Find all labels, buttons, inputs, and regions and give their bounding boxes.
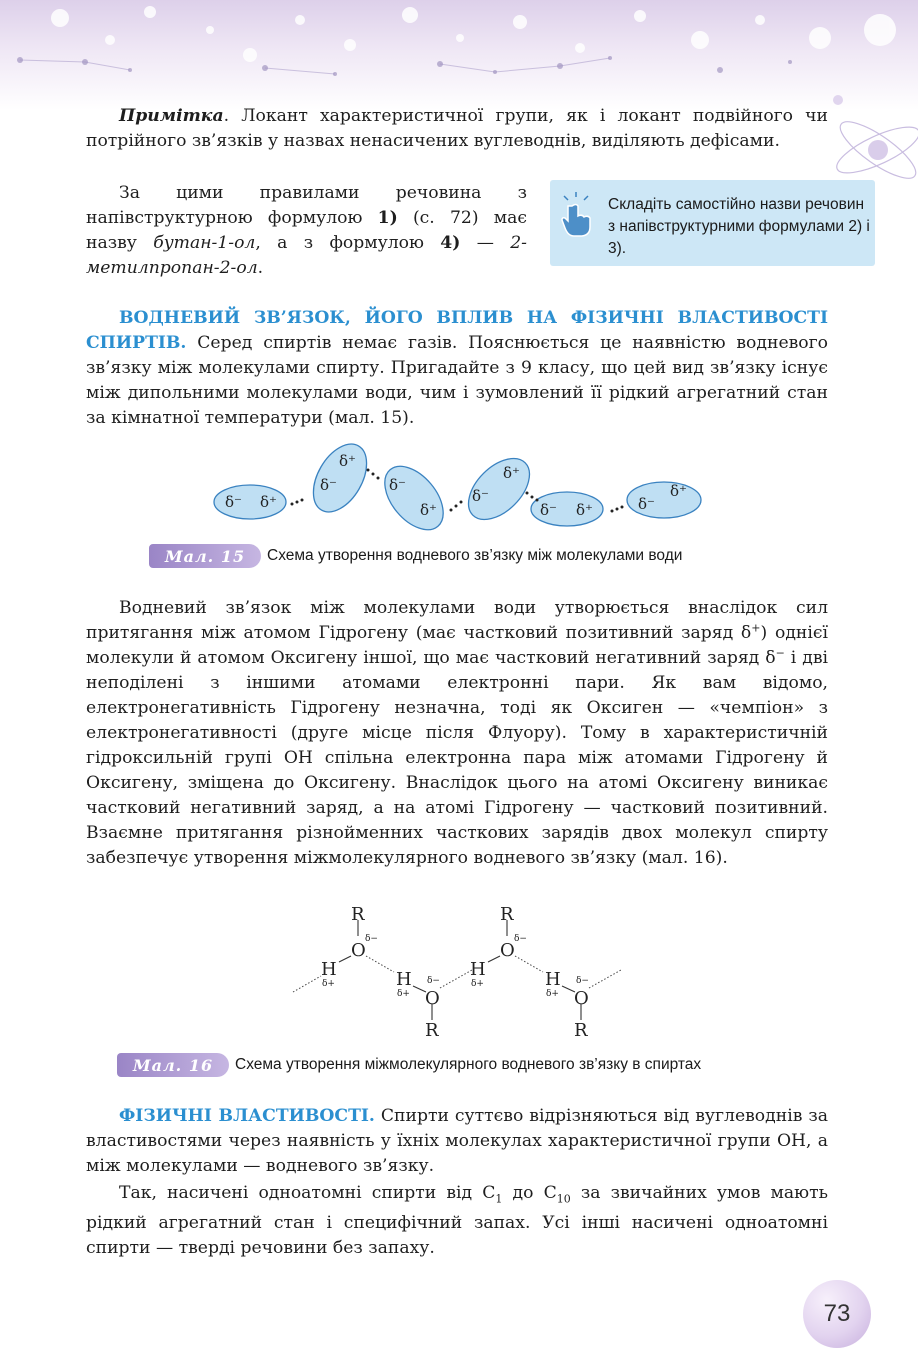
- r-group: R: [425, 1020, 439, 1041]
- hbond-paragraph: [86, 306, 828, 431]
- section-heading: ФІЗИЧНІ ВЛАСТИВОСТІ.: [119, 1106, 375, 1126]
- delta-minus-label: δ⁻: [540, 501, 557, 519]
- caption-text: Схема утворення міжмолекулярного водневого зв’язку в спиртах: [235, 1056, 702, 1073]
- delta-plus-label: δ⁺: [503, 464, 520, 482]
- rules-text: , а з формулою: [255, 233, 441, 253]
- partial-negative-label: δ−: [427, 976, 440, 986]
- phys-text: Спирти суттєво відрізняються від вуглеводнів за властивостями через наявність у їхніх молекулах характеристичної групи ОН, а між молекулами — водневого зв’язку.: [86, 1106, 828, 1176]
- delta-symbol: δ: [740, 623, 752, 643]
- figure-badge: Мал. 15: [149, 544, 261, 568]
- partial-positive-label: δ+: [546, 989, 559, 999]
- water-hbond-diagram: [205, 438, 705, 538]
- rules-text: —: [460, 233, 511, 253]
- section-heading: ВОДНЕВИЙ ЗВ’ЯЗОК, ЙОГО ВПЛИВ НА ФІЗИЧНІ ВЛАСТИВОСТІ СПИРТІВ.: [86, 308, 828, 353]
- bubbles-decoration: [0, 0, 918, 110]
- r-group: R: [351, 904, 365, 925]
- partial-negative-label: δ−: [514, 934, 527, 944]
- partial-positive-label: δ+: [471, 979, 484, 989]
- rules-paragraph: [86, 181, 527, 281]
- partial-positive-label: δ+: [322, 979, 335, 989]
- oxygen-atom: O: [500, 940, 515, 961]
- header-decoration: [0, 0, 918, 110]
- paragraph-text: Так, насичені одноатомні спирти від С: [119, 1183, 496, 1203]
- figure-badge: Мал. 16: [117, 1053, 229, 1077]
- alcohol-state-paragraph: [86, 1181, 828, 1261]
- partial-negative-label: δ−: [576, 976, 589, 986]
- delta-minus-label: δ⁻: [472, 487, 489, 505]
- paragraph-text: до С: [502, 1183, 557, 1203]
- partial-negative-label: δ−: [365, 934, 378, 944]
- oxygen-atom: O: [574, 988, 589, 1009]
- formula-ref: 1): [377, 208, 398, 228]
- figure-15-caption: [149, 543, 682, 569]
- paragraph-text: за звичайних умов мають рідкий агрегатний стан і специфічний запах. Усі інші насичені одноатомні спирти — тверді речовини без запаху.: [86, 1183, 828, 1259]
- delta-minus-label: δ⁻: [320, 476, 337, 494]
- paragraph-text: Водневий зв’язок між молекулами води утворюється внаслідок сил притягання між атомом Гідрогену (має частковий позитивний заряд: [86, 598, 828, 643]
- delta-plus-label: δ⁺: [670, 482, 687, 500]
- delta-minus-label: δ⁻: [638, 495, 655, 513]
- subscript: 1: [495, 1192, 503, 1206]
- hydrogen-atom: H: [470, 959, 486, 980]
- delta-minus-label: δ⁻: [389, 476, 406, 494]
- hbond-text: Серед спиртів немає газів. Пояснюється це наявністю водневого зв’язку між молекулами спирту. Пригадайте з 9 класу, що цей вид зв’язку існує між дипольними молекулами води, чим і зумовлений її рідкий агрегатний стан за кімнатної температури (мал. 15).: [86, 333, 828, 428]
- delta-plus-label: δ⁺: [260, 493, 277, 511]
- hand-pointer-icon: [558, 190, 594, 238]
- note-paragraph: [86, 104, 828, 154]
- rules-text: (с. 72) має назву: [86, 208, 527, 253]
- oxygen-atom: O: [351, 940, 366, 961]
- delta-plus-label: δ⁺: [576, 501, 593, 519]
- note-text: . Локант характеристичної групи, як і локант подвійного чи потрійного зв’язків у назвах ненасичених вуглеводнів, виділяють дефісами.: [86, 106, 828, 151]
- rules-text: За цими правилами речовина з напівструктурною формулою: [86, 183, 527, 228]
- subscript: 10: [556, 1192, 571, 1206]
- rules-text: .: [257, 258, 264, 278]
- hbond-explanation-paragraph: [86, 596, 828, 871]
- delta-plus-label: δ⁺: [339, 452, 356, 470]
- oxygen-atom: O: [425, 988, 440, 1009]
- hydrogen-atom: H: [545, 969, 561, 990]
- formula-ref: 4): [440, 233, 461, 253]
- hydrogen-atom: H: [396, 969, 412, 990]
- tip-text: Складіть самостійно назви речовин з напівструктурними формулами 2) і 3).: [608, 196, 870, 257]
- charge-sign: +: [751, 621, 761, 635]
- delta-plus-label: δ⁺: [420, 501, 437, 519]
- partial-positive-label: δ+: [397, 989, 410, 999]
- hydrogen-atom: H: [321, 959, 337, 980]
- page-number: 73: [803, 1280, 871, 1348]
- r-group: R: [574, 1020, 588, 1041]
- paragraph-text: ) однієї молекули й атомом Оксигену іншої, що має частковий негативний заряд: [86, 623, 828, 668]
- paragraph-text: і дві неподілені з іншими атомами електронні пари. Як вам відомо, електронегативність Гідрогену незначна, тоді як Оксиген — «чемпіон» з електронегативності (друге місце після Флуору). Тому в характеристичній гідроксильній групі ОН спільна електронна пара між атомами Гідрогену й Оксигену, зміщена до Оксигену. Внаслідок цього на атомі Оксигену виникає частковий негативний заряд, а на атомі Гідрогену — частковий позитивний. Взаємне притягання різнойменних часткових зарядів двох молекул спирту забезпечує утворення міжмолекулярного водневого зв’язку (мал. 16).: [86, 648, 828, 868]
- alcohol-hbond-diagram: [285, 900, 630, 1042]
- caption-text: Схема утворення водневого зв’язку між молекулами води: [267, 547, 683, 564]
- charge-sign: −: [775, 646, 785, 660]
- r-group: R: [500, 904, 514, 925]
- compound-name: 2-метилпропан-2-ол: [86, 233, 527, 278]
- figure-16-caption: [117, 1052, 701, 1078]
- compound-name: бутан-1-ол: [153, 233, 256, 253]
- tip-box: [550, 180, 875, 266]
- delta-symbol: δ: [765, 648, 776, 668]
- note-label: Примітка: [119, 106, 224, 126]
- delta-minus-label: δ⁻: [225, 493, 242, 511]
- physical-properties-paragraph: [86, 1104, 828, 1179]
